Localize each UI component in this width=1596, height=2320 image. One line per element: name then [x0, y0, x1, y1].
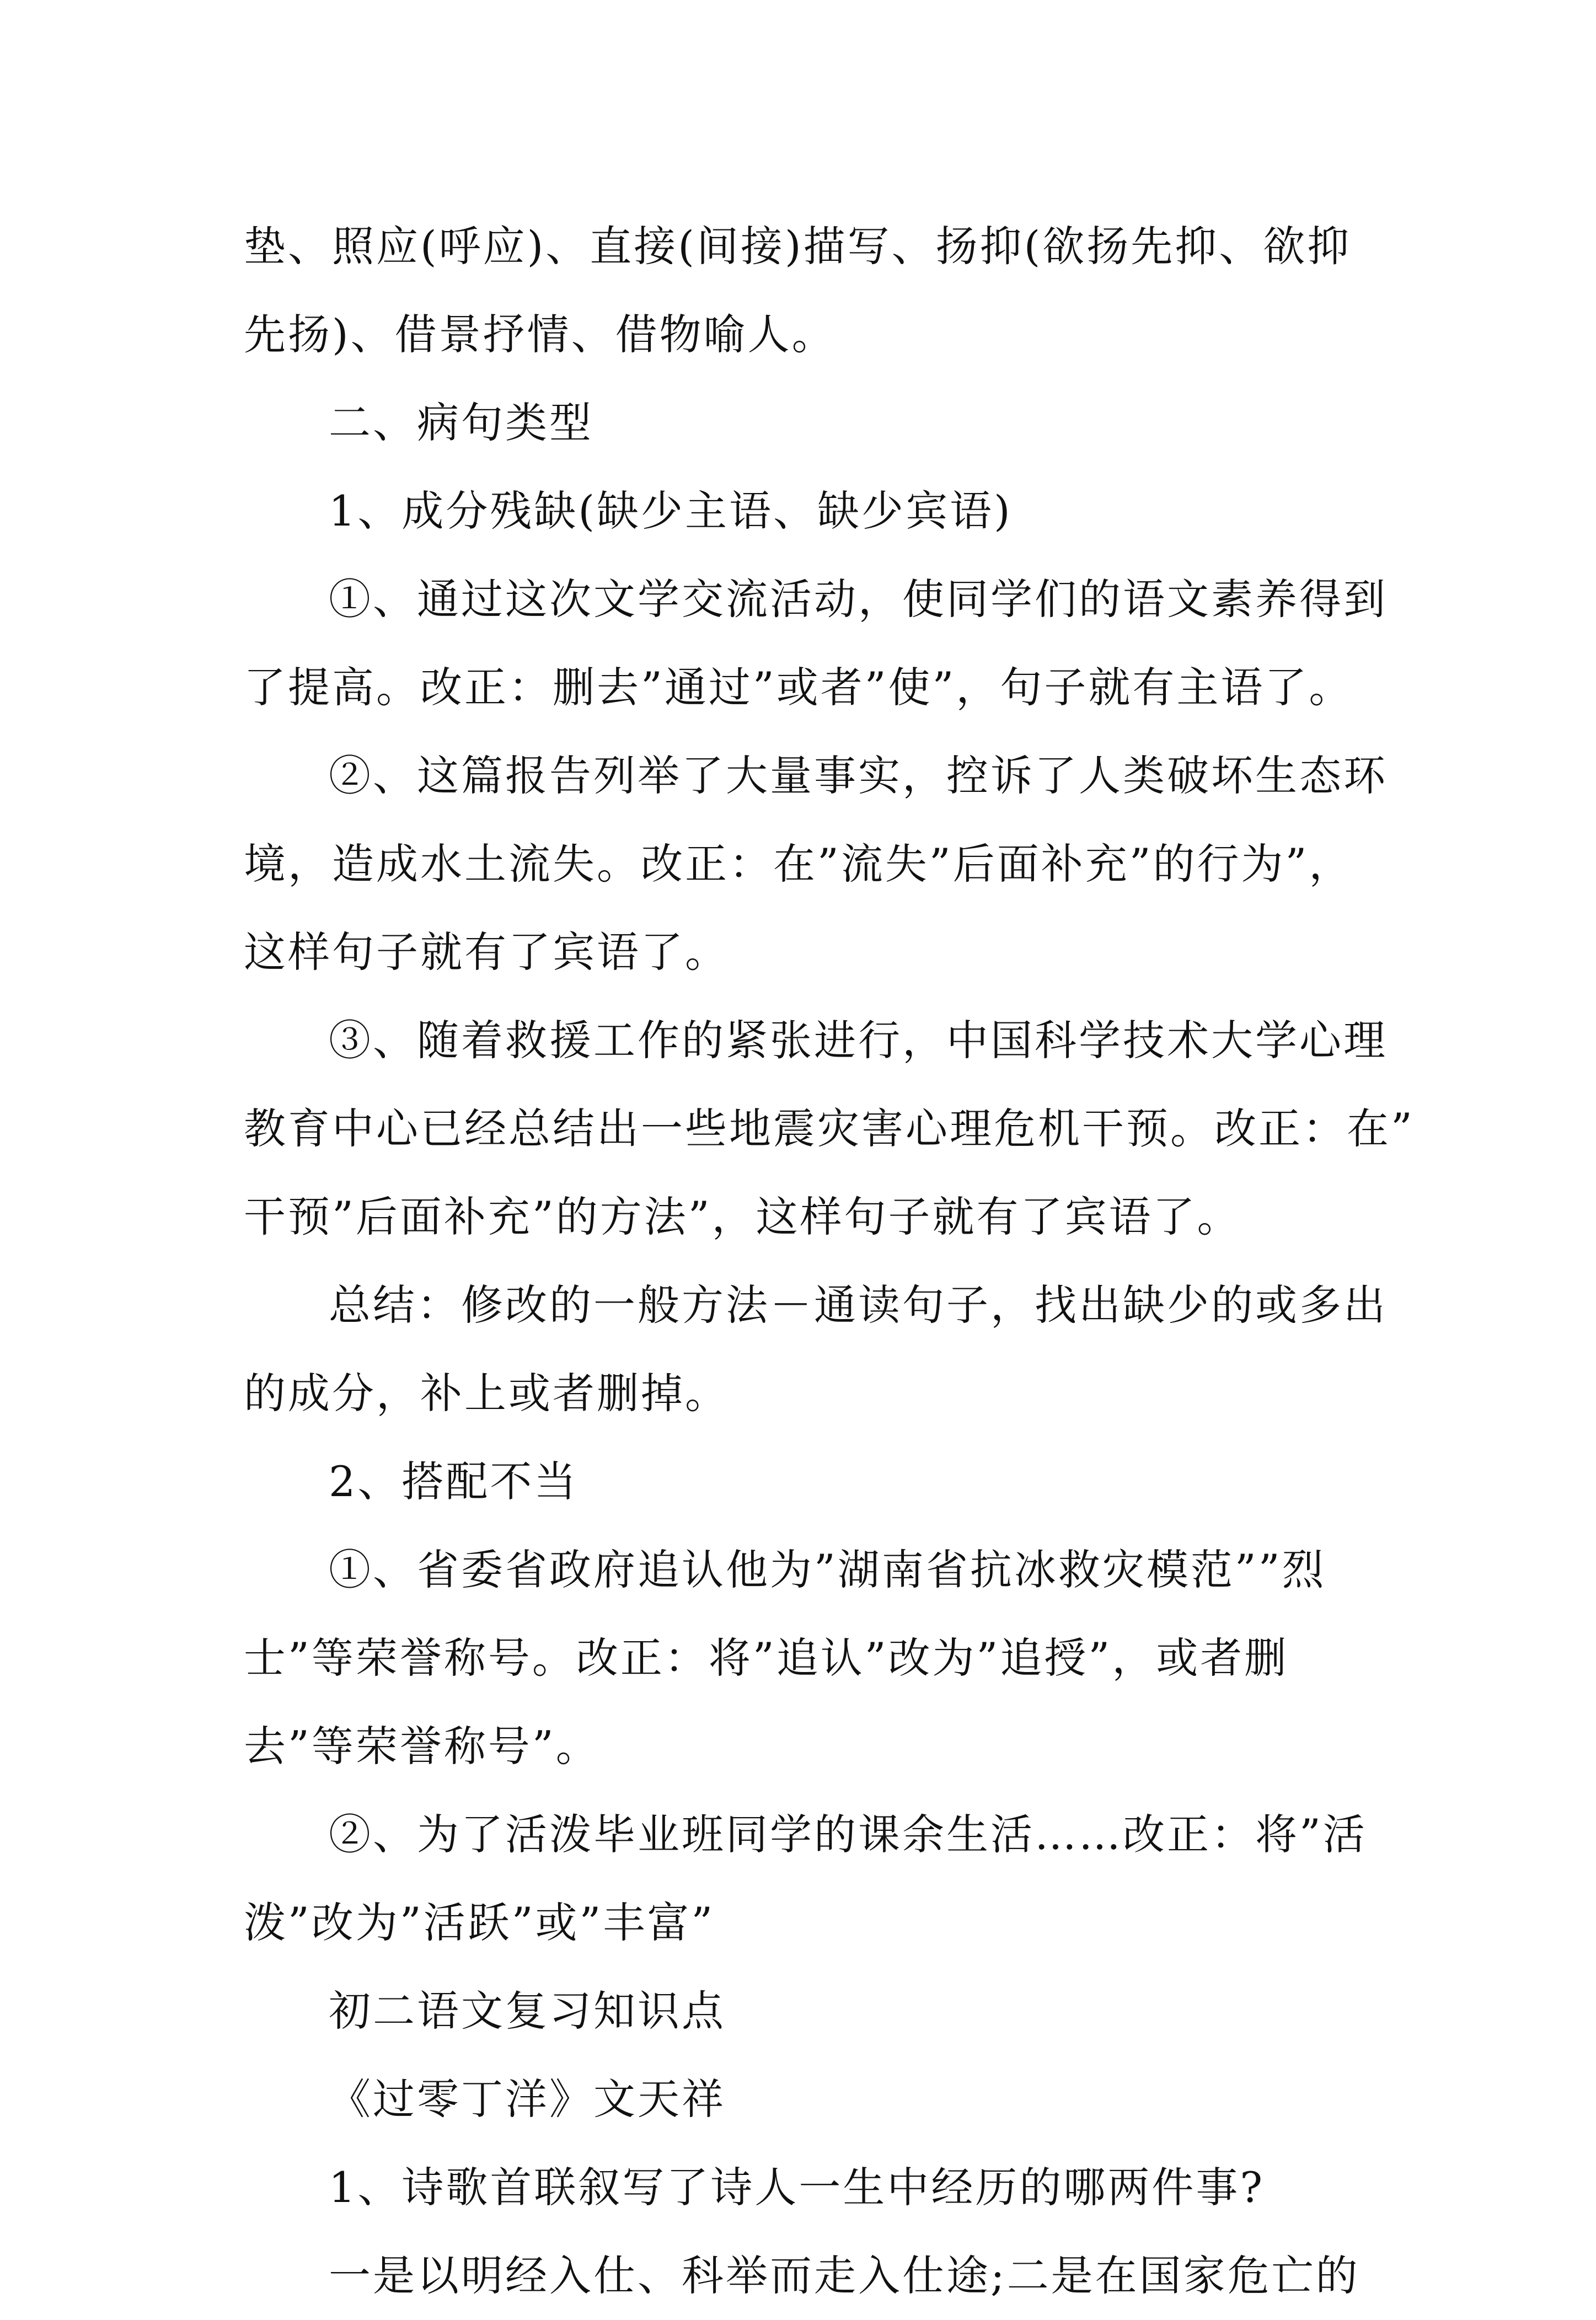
- text-line: 这样句子就有了宾语了。: [244, 928, 729, 977]
- text-line: 1、成分残缺(缺少主语、缺少宾语): [329, 486, 1013, 535]
- text-line: 垫、照应(呼应)、直接(间接)描写、扬抑(欲扬先抑、欲抑: [244, 222, 1352, 271]
- text-line: 了提高。改正：删去”通过”或者”使”，句子就有主语了。: [244, 663, 1353, 712]
- text-line: 士”等荣誉称号。改正：将”追认”改为”追授”，或者删: [244, 1633, 1289, 1683]
- text-line: 去”等荣誉称号”。: [244, 1722, 600, 1771]
- text-line: ②、为了活泼毕业班同学的课余生活……改正：将”活: [329, 1810, 1367, 1859]
- text-line: 初二语文复习知识点: [329, 1986, 726, 2035]
- text-line: 一是以明经入仕、科举而走入仕途;二是在国家危亡的: [329, 2251, 1360, 2300]
- text-line: 的成分，补上或者删掉。: [244, 1369, 729, 1418]
- document-body: [244, 202, 1415, 2320]
- text-line: ①、省委省政府追认他为”湖南省抗冰救灾模范””烈: [329, 1545, 1326, 1594]
- text-line: 1、诗歌首联叙写了诗人一生中经历的哪两件事?: [329, 2163, 1265, 2212]
- text-line: 总结：修改的一般方法－通读句子，找出缺少的或多出: [329, 1280, 1388, 1330]
- text-line: 泼”改为”活跃”或”丰富”: [244, 1898, 715, 1947]
- text-line: ①、通过这次文学交流活动，使同学们的语文素养得到: [329, 575, 1388, 624]
- text-line: 《过零丁洋》文天祥: [329, 2075, 726, 2124]
- text-line: 二、病句类型: [329, 398, 593, 447]
- text-line: 先扬)、借景抒情、借物喻人。: [244, 310, 836, 359]
- text-line: 2、搭配不当: [329, 1457, 579, 1506]
- text-line: 教育中心已经总结出一些地震灾害心理危机干预。改正：在”: [244, 1104, 1415, 1153]
- text-line: ③、随着救援工作的紧张进行，中国科学技术大学心理: [329, 1016, 1388, 1065]
- text-line: 境，造成水土流失。改正：在”流失”后面补充”的行为”，: [244, 839, 1353, 888]
- text-line: ②、这篇报告列举了大量事实，控诉了人类破坏生态环: [329, 751, 1388, 800]
- text-line: 干预”后面补充”的方法”，这样句子就有了宾语了。: [244, 1192, 1241, 1241]
